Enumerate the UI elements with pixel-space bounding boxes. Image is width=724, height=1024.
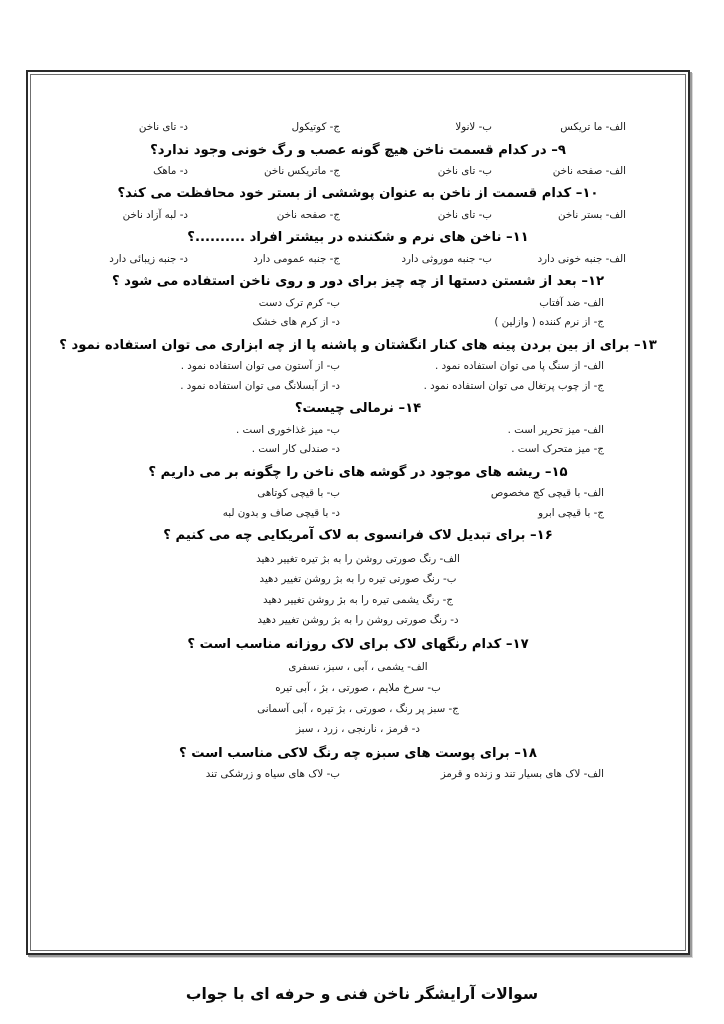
question-text: ۱۸– برای پوست های سبزه چه رنگ لاکی مناسب است ؟ [179, 745, 537, 761]
option-item[interactable]: ب- سرخ ملایم ، صورتی ، بژ ، آبی تیره [275, 682, 441, 695]
question-block-10 [54, 182, 662, 225]
option-item[interactable]: ب- تای ناخن [437, 208, 492, 221]
question-text: ۹– در کدام قسمت ناخن هیچ گونه عصب و رگ خونی وجود ندارد؟ [150, 142, 566, 158]
option-item[interactable]: الف- میز تحریر است . [507, 423, 604, 436]
option-item[interactable]: ج- صفحه ناخن [276, 208, 340, 221]
option-item[interactable]: ج- با قیچی ابرو [538, 506, 604, 519]
option-item[interactable]: الف- بستر ناخن [558, 208, 626, 221]
options-list [54, 548, 662, 632]
option-item[interactable]: ب- لاک های سیاه و زرشکی تند [205, 768, 340, 781]
option-item[interactable]: الف- از سنگ پا می توان استفاده نمود . [435, 360, 604, 373]
options-row [54, 504, 662, 524]
option-item[interactable]: د- صندلی کار است . [251, 443, 340, 456]
option-item[interactable]: ب- تای ناخن [437, 164, 492, 177]
option-item[interactable]: الف- صفحه ناخن [552, 164, 626, 177]
option-item[interactable]: د- جنبه زیبائی دارد [109, 252, 188, 265]
options-row [54, 206, 662, 226]
option-item[interactable]: ج- از نرم کننده ( وازلین ) [494, 316, 604, 329]
options-row [54, 250, 662, 270]
options-row [54, 118, 662, 138]
option-item[interactable]: ب- کرم ترک دست [258, 296, 340, 309]
option-item[interactable]: ب- رنگ صورتی تیره را به بژ روشن تغییر دهید [259, 573, 457, 586]
options-row [54, 162, 662, 182]
option-item[interactable]: د- رنگ صورتی روشن را به بژ روشن تغییر دهید [257, 614, 459, 627]
question-text: ۱۵– ریشه های موجود در گوشه های ناخن را چگونه بر می داریم ؟ [148, 464, 568, 480]
question-text: ۱۰– کدام قسمت از ناخن به عنوان پوششی از بستر خود محافظت می کند؟ [117, 186, 599, 202]
exam-sheet [28, 72, 688, 806]
question-text: ۱۲– بعد از شستن دستها از چه چیز برای دور و روی ناخن استفاده می شود ؟ [111, 274, 605, 290]
option-item[interactable]: ج- ماتریکس ناخن [264, 164, 340, 177]
option-item[interactable]: د- تای ناخن [138, 121, 188, 133]
question-block-14 [54, 397, 662, 459]
option-item[interactable]: ب- جنبه موروثی دارد [401, 252, 492, 265]
option-item[interactable]: الف- ضد آفتاب [539, 296, 604, 309]
option-item[interactable]: د- لبه آزاد ناخن [122, 208, 188, 221]
option-item[interactable]: الف- لاک های بسیار تند و زنده و قرمز [440, 768, 604, 781]
question-block-11 [54, 226, 662, 269]
question-block-16 [54, 524, 662, 632]
options-row [54, 377, 662, 397]
option-item[interactable]: الف- یشمی ، آبی ، سبز، نسفری [288, 661, 428, 674]
option-item[interactable]: ج- میز متحرک است . [511, 443, 604, 456]
question-text: ۱۴– نرمالی چیست؟ [294, 401, 422, 417]
option-item[interactable]: د- قرمز ، نارنجی ، زرد ، سبز [295, 723, 420, 736]
option-item[interactable]: ج- سبز پر رنگ ، صورتی ، بژ تیره ، آبی آسمانی [257, 702, 459, 715]
option-item[interactable]: د- ماهک [153, 164, 188, 177]
options-row [54, 484, 662, 504]
option-item[interactable]: ج- کوتیکول [291, 121, 340, 133]
question-block-15 [54, 461, 662, 523]
footer-caption: سوالات آرایشگر ناخن فنی و حرفه ای با جواب [185, 985, 539, 1003]
options-row [54, 421, 662, 441]
question-text: ۱۶– برای تبدیل لاک فرانسوی به لاک آمریکایی چه می کنیم ؟ [163, 528, 553, 544]
option-item[interactable]: د- از آبسلانگ می توان استفاده نمود . [180, 379, 340, 392]
question-text: ۱۷– کدام رنگهای لاک برای لاک روزانه مناسب است ؟ [187, 637, 529, 652]
question-text: ۱۳– برای از بین بردن پینه های کنار انگشتان و پاشنه پا از چه ابزاری می توان استفاده نمود ؟ [59, 337, 657, 353]
options-row [54, 440, 662, 460]
options-row [54, 357, 662, 377]
option-item[interactable]: الف- ما تریکس [560, 121, 626, 133]
options-row [54, 313, 662, 333]
option-item[interactable]: ج- از چوب پرتغال می توان استفاده نمود . [423, 379, 604, 392]
option-item[interactable]: د- با قیچی صاف و بدون لبه [222, 506, 340, 519]
option-item[interactable]: الف- با قیچی کج مخصوص [490, 487, 604, 500]
options-row [54, 765, 662, 785]
option-item[interactable]: ج- رنگ یشمی تیره را به بژ روشن تغییر دهید [263, 593, 453, 606]
question-block-17 [54, 633, 662, 741]
option-item[interactable]: ب- با قیچی کوتاهی [257, 487, 340, 500]
option-item[interactable]: ب- لانولا [455, 121, 492, 133]
option-item[interactable]: ب- از آستون می توان استفاده نمود . [180, 360, 340, 373]
question-block-12 [54, 270, 662, 332]
option-item[interactable]: ج- جنبه عمومی دارد [253, 252, 340, 265]
options-list [54, 656, 662, 740]
option-item[interactable]: ب- میز غذاخوری است . [235, 423, 340, 436]
page-border-frame [26, 70, 690, 955]
leading-options-block [54, 118, 662, 138]
question-text: ۱۱– ناخن های نرم و شکننده در بیشتر افراد ..........؟ [187, 230, 529, 246]
option-item[interactable]: الف- رنگ صورتی روشن را به بژ تیره تغییر دهید [256, 552, 460, 565]
options-row [54, 294, 662, 314]
question-block-9 [54, 139, 662, 182]
question-block-13 [54, 334, 662, 396]
option-item[interactable]: الف- جنبه خونی دارد [537, 252, 626, 265]
question-block-18 [54, 742, 662, 785]
option-item[interactable]: د- از کرم های خشک [252, 316, 340, 329]
